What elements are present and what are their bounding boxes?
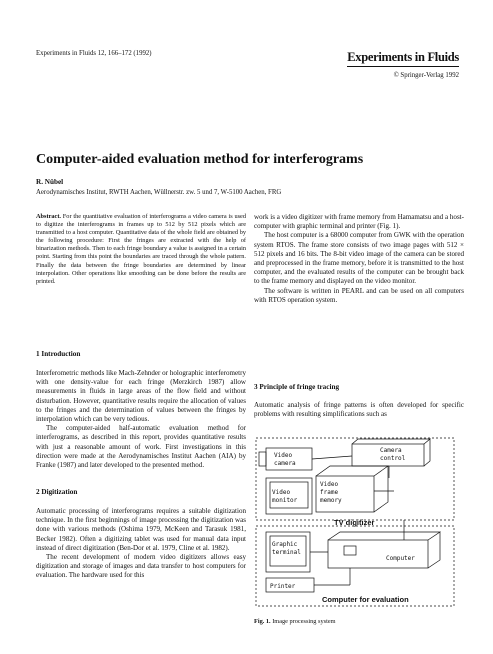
article-author: R. Nübel bbox=[36, 178, 64, 186]
caption-text: Image processing system bbox=[272, 618, 336, 625]
author-affiliation: Aerodynamisches Institut, RWTH Aachen, Wüllnerstr. zw. 5 und 7, W-5100 Aachen, FRG bbox=[36, 189, 282, 196]
journal-citation: Experiments in Fluids 12, 166–172 (1992) bbox=[36, 50, 152, 57]
section-heading-digitization: 2 Digitization bbox=[36, 488, 78, 496]
paragraph: The host computer is a 68000 computer from GWK with the operation system RTOS. The frame store consists of two image pages with 512 × 512 pixels and 16 bits. The 8-bit video image of the camera can be stored and preprocessed in the frame memory, before it is transmitted to the host computer, and the evaluated results of the computer can be brought back to the frame memory and displayed on the video monitor. bbox=[254, 231, 464, 286]
figure-caption bbox=[254, 618, 336, 625]
paragraph: The recent development of modern video digitizers allows easy digitization and storage of images and data transfer to host computers for evaluation. The hardware used for this bbox=[36, 553, 246, 580]
paragraph: Automatic analysis of fringe patterns is often developed for specific problems with resulting simplifications such as bbox=[254, 401, 464, 419]
video-monitor-label-1: Video bbox=[272, 489, 291, 496]
journal-logo: Experiments in Fluids bbox=[347, 50, 459, 67]
computer-drive-icon bbox=[344, 546, 356, 555]
section-heading-introduction: 1 Introduction bbox=[36, 350, 81, 358]
computer-box bbox=[328, 540, 428, 568]
video-monitor-box bbox=[266, 478, 312, 514]
article-title: Computer-aided evaluation method for interferograms bbox=[36, 152, 364, 167]
frame-memory-label-1: Video bbox=[320, 481, 339, 488]
paragraph: work is a video digitizer with frame memory from Hamamatsu and a host-computer with graphic terminal and printer (Fig. 1). bbox=[254, 213, 464, 231]
computer-evaluation-label: Computer for evaluation bbox=[322, 595, 409, 604]
abstract-text: For the quantitative evaluation of interferograms a video camera is used to digitize the interferograms in frames up to 512 by 512 pixels which are transmitted to a host computer. Quantitative data of the whole field are obtained by the following procedure: First the fringes are extracted with the help of binarization methods. Then to each fringe boundary a value is assigned in a certain point. Starting from this point the boundaries are traced through the whole pattern. Finally the data between the fringe boundaries are determined by linear interpolation. Other operations like smoothing can be done before the results are printed. bbox=[36, 213, 246, 285]
section-introduction-body bbox=[36, 369, 246, 470]
figure-image-processing-system bbox=[254, 436, 464, 608]
paragraph: The computer-aided half-automatic evaluation method for interferograms, as described in this report, provides quantitative results with just a reasonable amount of work. First investigations in this direction were made at the Aerodynamisches Institut Aachen (AIA) by Franke (1987) and later developed to the presented method. bbox=[36, 424, 246, 470]
connector-line bbox=[312, 456, 352, 459]
camera-control-label-2: control bbox=[380, 455, 406, 462]
computer-label: Computer bbox=[386, 555, 415, 562]
paragraph: The software is written in PEARL and can be used on all computers with RTOS operation system. bbox=[254, 286, 464, 304]
video-monitor-label-2: monitor bbox=[272, 497, 298, 504]
computer-3d bbox=[328, 532, 440, 568]
camera-control-label-1: Camera bbox=[380, 447, 402, 454]
section-digitization-continued bbox=[254, 213, 464, 305]
video-camera-label-2: camera bbox=[274, 460, 296, 467]
graphic-terminal-label-2: terminal bbox=[272, 549, 301, 556]
camera-lens-icon bbox=[259, 452, 266, 466]
frame-memory-label-2: frame bbox=[320, 489, 339, 496]
section-digitization-body bbox=[36, 507, 246, 581]
abstract-label: Abstract. bbox=[36, 213, 62, 220]
caption-label: Fig. 1. bbox=[254, 618, 271, 625]
video-camera-label-1: Video bbox=[274, 452, 293, 459]
tv-digitizer-label: TV digitizer bbox=[334, 518, 375, 527]
section-fringe-tracing-body bbox=[254, 401, 464, 419]
copyright-notice: © Springer-Verlag 1992 bbox=[393, 72, 459, 79]
system-diagram bbox=[254, 436, 464, 608]
graphic-terminal-label-1: Graphic bbox=[272, 541, 298, 548]
frame-memory-label-3: memory bbox=[320, 497, 342, 504]
paragraph: Automatic processing of interferograms requires a suitable digitization technique. In the first beginnings of image processing the digitization was done with various methods (Oshima 1979, McKeen and Tarasuk 1981, Becker 1982). Often a digitizing tablet was used for manual data input instead of direct digitization (Ben-Dor et al. 1979, Cline et al. 1982). bbox=[36, 507, 246, 552]
abstract bbox=[36, 213, 246, 286]
printer-label: Printer bbox=[270, 583, 296, 590]
paragraph: Interferometric methods like Mach-Zehnder or holographic interferometry with one density-value for each fringe (Merzkirch 1987) allow measurements in fluids in large areas of the flow field and without disturbation. However, quantitative results require the allocation of values to the fringes and the determination of values between the fringes by interpolation which can be very tedious. bbox=[36, 369, 246, 424]
section-heading-fringe-tracing: 3 Principle of fringe tracing bbox=[254, 383, 340, 391]
